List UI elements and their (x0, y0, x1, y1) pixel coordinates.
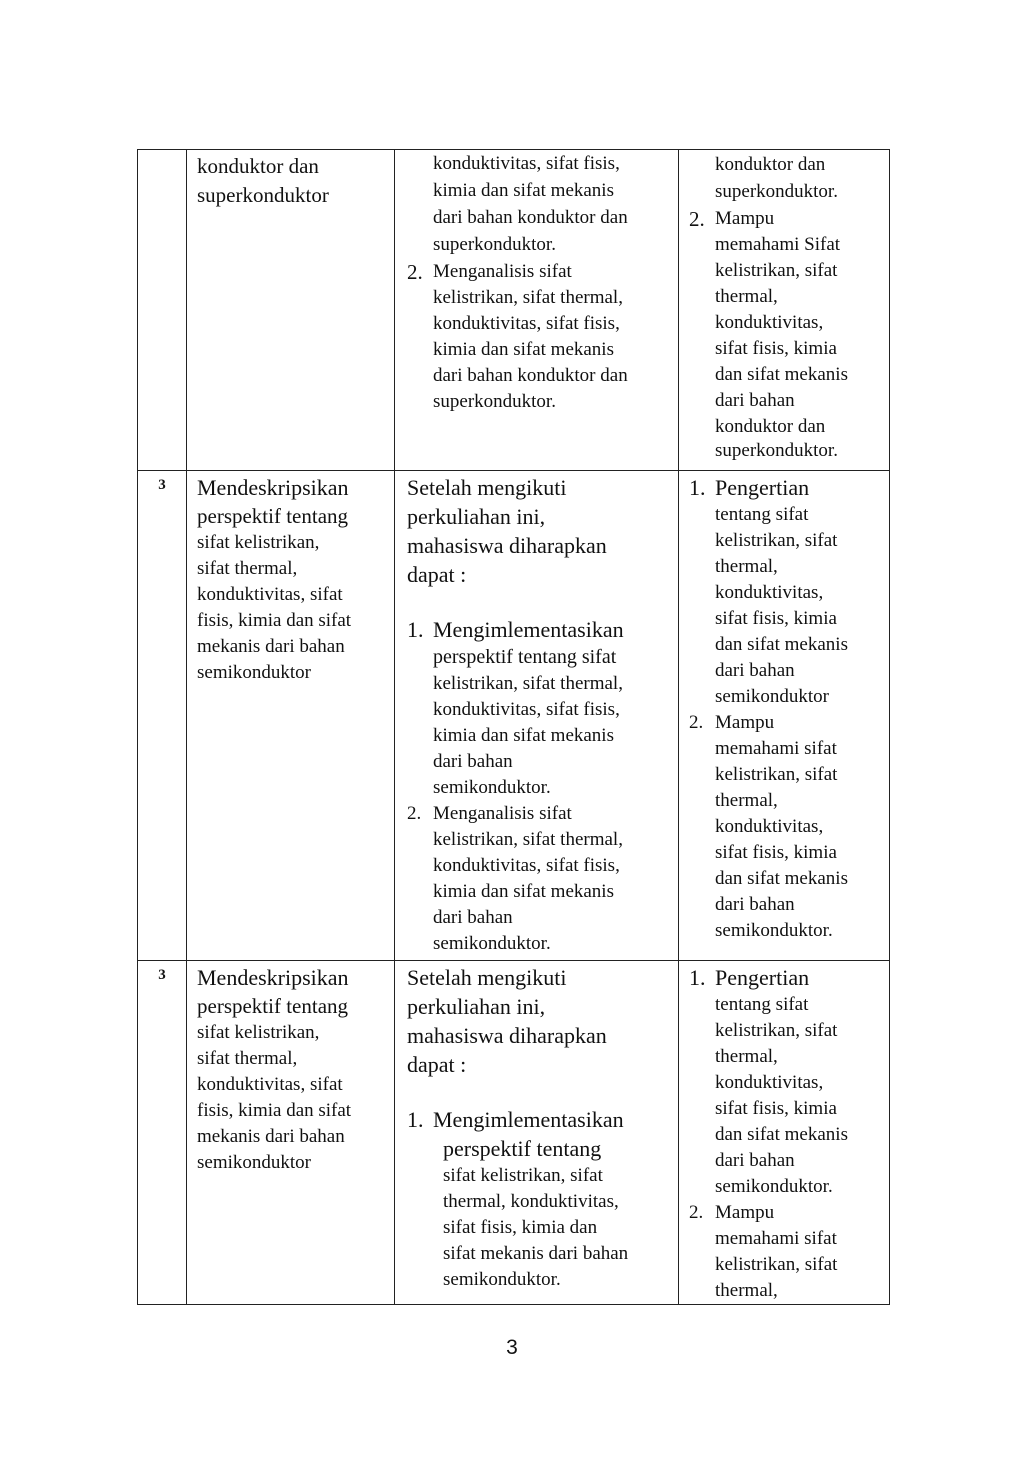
material-line: dari bahan (715, 894, 795, 915)
outcome-line: konduktivitas, sifat fisis, (433, 855, 620, 876)
list-item (407, 259, 670, 415)
topic-line: perspektif tentang (197, 994, 349, 1018)
outcome-line: kelistrikan, sifat thermal, (433, 287, 623, 308)
material-line: dari bahan (715, 390, 795, 411)
topic-line: Mendeskripsikan (197, 965, 349, 990)
outcome-line: konduktivitas, sifat fisis, (433, 313, 620, 334)
list-item (407, 801, 670, 957)
outcome-line: konduktivitas, sifat fisis, (433, 153, 620, 174)
list-number: 1. (689, 965, 706, 990)
topic-line: sifat kelistrikan, (197, 532, 320, 553)
material-line: dan sifat mekanis (715, 868, 848, 889)
page-number: 3 (506, 1336, 518, 1359)
outcome-line: superkonduktor. (433, 234, 556, 255)
intro-line: perkuliahan ini, (407, 994, 546, 1019)
list-item (689, 710, 881, 944)
material-cell (679, 471, 890, 961)
material-line: konduktivitas, (715, 312, 824, 333)
list-number: 2. (689, 207, 705, 231)
topic-line: mekanis dari bahan (197, 1126, 345, 1147)
material-line: semikonduktor. (715, 1176, 833, 1197)
outcome-line: kimia dan sifat mekanis (433, 881, 614, 902)
material-line: konduktivitas, (715, 816, 824, 837)
learning-outcomes-cell (395, 961, 679, 1305)
material-list (689, 963, 881, 1304)
intro-line: mahasiswa diharapkan (407, 533, 607, 558)
list-item (407, 1105, 670, 1293)
list-number: 2. (689, 712, 704, 733)
material-line: thermal, (715, 790, 778, 811)
list-item (689, 1200, 881, 1304)
learning-outcomes-cell (395, 471, 679, 961)
material-line: kelistrikan, sifat (715, 1020, 838, 1041)
material-line: Mampu (715, 208, 775, 229)
material-line: konduktor dan (715, 416, 826, 437)
learning-outcomes-cell (395, 150, 679, 471)
material-cell (679, 150, 890, 471)
material-line: superkonduktor. (715, 181, 838, 202)
material-line: Mampu (715, 712, 775, 733)
table-row (138, 471, 890, 961)
outcome-line: Mengimlementasikan (433, 617, 624, 642)
material-line: semikonduktor. (715, 920, 833, 941)
list-item (689, 473, 881, 710)
material-line: sifat fisis, kimia (715, 842, 837, 863)
outcome-line: Mengimlementasikan (433, 1107, 624, 1132)
intro-line: Setelah mengikuti (407, 965, 567, 990)
topic-cell (187, 961, 395, 1305)
list-number: 2. (407, 803, 422, 824)
material-line: dari bahan (715, 1150, 795, 1171)
material-line: tentang sifat (715, 504, 809, 525)
topic-line: Mendeskripsikan (197, 475, 349, 500)
material-line: superkonduktor. (715, 440, 838, 461)
outcome-line: kelistrikan, sifat thermal, (433, 673, 623, 694)
outcome-line: konduktivitas, sifat fisis, (433, 699, 620, 720)
material-line: konduktivitas, (715, 582, 824, 603)
material-line: dan sifat mekanis (715, 634, 848, 655)
material-line: Mampu (715, 1202, 775, 1223)
outcome-line: sifat kelistrikan, sifat (443, 1165, 603, 1186)
material-line: dari bahan (715, 660, 795, 681)
topic-line: fisis, kimia dan sifat (197, 1100, 352, 1121)
outcome-list (407, 259, 670, 415)
list-item (689, 206, 881, 462)
outcome-line: semikonduktor. (433, 933, 551, 954)
outcome-line: kimia dan sifat mekanis (433, 339, 614, 360)
topic-line: konduktivitas, sifat (197, 584, 343, 605)
topic-line: konduktivitas, sifat (197, 1074, 343, 1095)
intro-line: mahasiswa diharapkan (407, 1023, 607, 1048)
table-row (138, 150, 890, 471)
material-line: sifat fisis, kimia (715, 338, 837, 359)
outcome-line: thermal, konduktivitas, (443, 1191, 619, 1212)
outcome-line: dari bahan (433, 751, 513, 772)
material-line: kelistrikan, sifat (715, 1254, 838, 1275)
material-line: tentang sifat (715, 994, 809, 1015)
material-line: konduktivitas, (715, 1072, 824, 1093)
row-number: 3 (138, 961, 187, 1305)
outcome-line: kimia dan sifat mekanis (433, 725, 614, 746)
material-cell (679, 961, 890, 1305)
outcome-line: dari bahan konduktor dan (433, 207, 628, 228)
material-line: thermal, (715, 286, 778, 307)
outcome-list (407, 615, 670, 957)
material-line: Pengertian (715, 475, 810, 500)
topic-line: superkonduktor (197, 183, 329, 207)
topic-line: semikonduktor (197, 1152, 311, 1173)
material-line: dan sifat mekanis (715, 364, 848, 385)
outcome-line: superkonduktor. (433, 391, 556, 412)
material-line: kelistrikan, sifat (715, 260, 838, 281)
topic-line: sifat kelistrikan, (197, 1022, 320, 1043)
outcome-line: semikonduktor. (443, 1269, 561, 1290)
material-line: Pengertian (715, 965, 810, 990)
topic-line: konduktor dan (197, 154, 319, 178)
material-list (689, 473, 881, 944)
list-item (689, 963, 881, 1200)
material-line: memahami Sifat (715, 234, 841, 255)
material-line: dan sifat mekanis (715, 1124, 848, 1145)
intro-line: dapat : (407, 562, 467, 587)
intro-line: dapat : (407, 1052, 467, 1077)
outcome-line: kimia dan sifat mekanis (433, 180, 614, 201)
material-list (689, 206, 881, 462)
outcome-line: sifat mekanis dari bahan (443, 1243, 629, 1264)
material-line: sifat fisis, kimia (715, 1098, 837, 1119)
material-line: thermal, (715, 556, 778, 577)
topic-line: perspektif tentang (197, 504, 349, 528)
outcome-line: perspektif tentang (443, 1136, 602, 1161)
material-line: memahami sifat (715, 738, 837, 759)
list-number: 2. (689, 1202, 704, 1223)
intro-line: Setelah mengikuti (407, 475, 567, 500)
outcome-line: semikonduktor. (433, 777, 551, 798)
intro-line: perkuliahan ini, (407, 504, 546, 529)
outcome-line: Menganalisis sifat (433, 261, 572, 282)
list-number: 1. (689, 475, 706, 500)
material-line: kelistrikan, sifat (715, 530, 838, 551)
topic-cell (187, 150, 395, 471)
material-line: semikonduktor (715, 686, 829, 707)
material-line: sifat fisis, kimia (715, 608, 837, 629)
row-number (138, 150, 187, 471)
material-line: thermal, (715, 1046, 778, 1067)
outcome-line: perspektif tentang sifat (433, 646, 617, 668)
topic-line: mekanis dari bahan (197, 636, 345, 657)
material-line: kelistrikan, sifat (715, 764, 838, 785)
row-number: 3 (138, 471, 187, 961)
outcome-line: kelistrikan, sifat thermal, (433, 829, 623, 850)
table-row (138, 961, 890, 1305)
outcome-line: Menganalisis sifat (433, 803, 572, 824)
topic-line: fisis, kimia dan sifat (197, 610, 352, 631)
list-number: 1. (407, 1107, 424, 1132)
list-number: 2. (407, 260, 423, 284)
list-number: 1. (407, 617, 424, 642)
syllabus-table (137, 149, 890, 1305)
topic-line: sifat thermal, (197, 558, 298, 579)
outcome-line: sifat fisis, kimia dan (443, 1217, 598, 1238)
outcome-line: dari bahan (433, 907, 513, 928)
outcome-line: dari bahan konduktor dan (433, 365, 628, 386)
material-line: memahami sifat (715, 1228, 837, 1249)
topic-cell (187, 471, 395, 961)
topic-line: semikonduktor (197, 662, 311, 683)
topic-line: sifat thermal, (197, 1048, 298, 1069)
material-line: konduktor dan (715, 154, 826, 175)
material-line: thermal, (715, 1280, 778, 1301)
list-item (407, 615, 670, 801)
